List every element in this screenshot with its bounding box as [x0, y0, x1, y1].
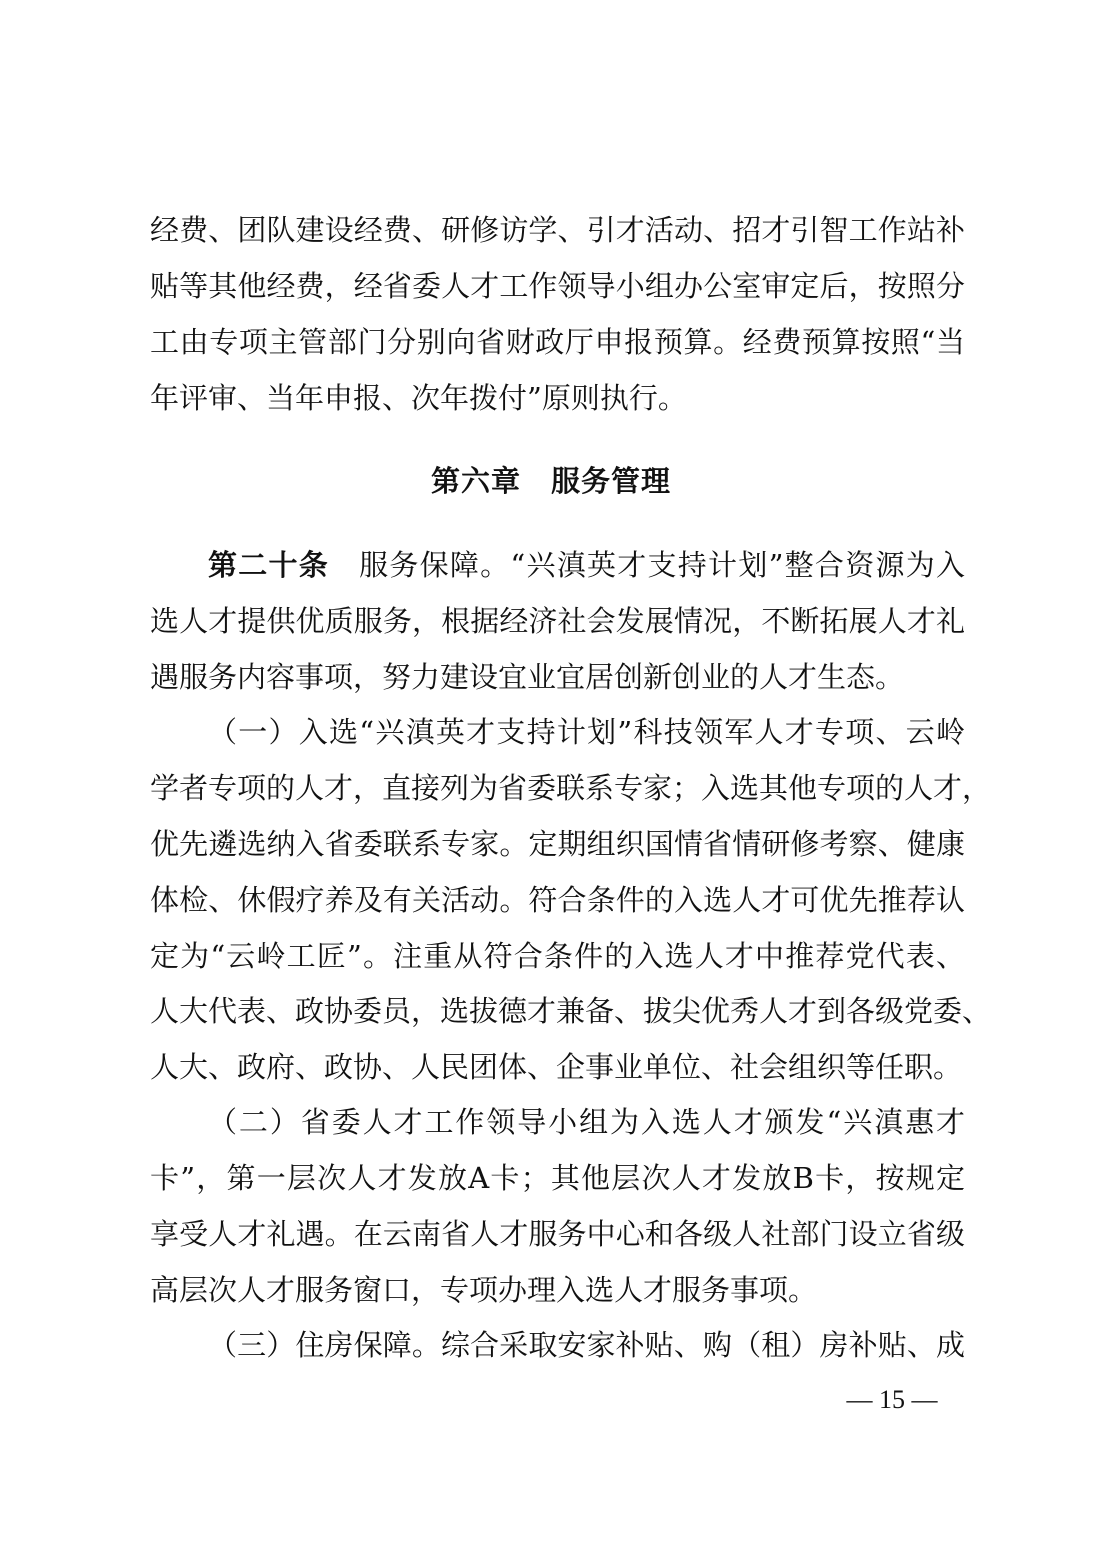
body-text-line: 优先遴选纳入省委联系专家。定期组织国情省情研修考察、健康: [150, 827, 965, 861]
article-number: 第二十条: [208, 548, 330, 582]
body-text-line: 卡”，第一层次人才发放A卡；其他层次人才发放B卡，按规定: [150, 1161, 965, 1195]
body-text-line: 体检、休假疗养及有关活动。符合条件的入选人才可优先推荐认: [150, 883, 965, 917]
body-text-line: 学者专项的人才，直接列为省委联系专家；入选其他专项的人才，: [150, 771, 992, 805]
body-text-line: 选人才提供优质服务，根据经济社会发展情况，不断拓展人才礼: [150, 604, 965, 638]
body-text-line: 享受人才礼遇。在云南省人才服务中心和各级人社部门设立省级: [150, 1217, 965, 1251]
article-first-line: [208, 537, 965, 593]
body-text-line: 贴等其他经费，经省委人才工作领导小组办公室审定后，按照分: [150, 269, 965, 303]
body-text-line: 定为“云岭工匠”。注重从符合条件的入选人才中推荐党代表、: [150, 939, 965, 973]
item-one-first-line: （一）入选“兴滇英才支持计划”科技领军人才专项、云岭: [208, 715, 965, 749]
body-text-line: 年评审、当年申报、次年拨付”原则执行。: [150, 381, 687, 415]
body-text-line: 高层次人才服务窗口，专项办理入选人才服务事项。: [150, 1273, 818, 1307]
body-text-line: 人大代表、政协委员，选拔德才兼备、拔尖优秀人才到各级党委、: [150, 994, 992, 1028]
chapter-heading: 第六章 服务管理: [430, 464, 671, 498]
body-text-line: 人大、政府、政协、人民团体、企事业单位、社会组织等任职。: [150, 1050, 963, 1084]
item-two-first-line: （二）省委人才工作领导小组为入选人才颁发“兴滇惠才: [208, 1105, 965, 1139]
body-text-line: 经费、团队建设经费、研修访学、引才活动、招才引智工作站补: [150, 213, 965, 247]
item-three-first-line: （三）住房保障。综合采取安家补贴、购（租）房补贴、成: [208, 1328, 965, 1362]
body-text-line: 遇服务内容事项，努力建设宜业宜居创新创业的人才生态。: [150, 660, 905, 694]
body-text-line: 工由专项主管部门分别向省财政厅申报预算。经费预算按照“当: [150, 325, 965, 359]
page-number: — 15 —: [846, 1385, 938, 1414]
article-text: 服务保障。“兴滇英才支持计划”整合资源为入: [359, 548, 965, 582]
